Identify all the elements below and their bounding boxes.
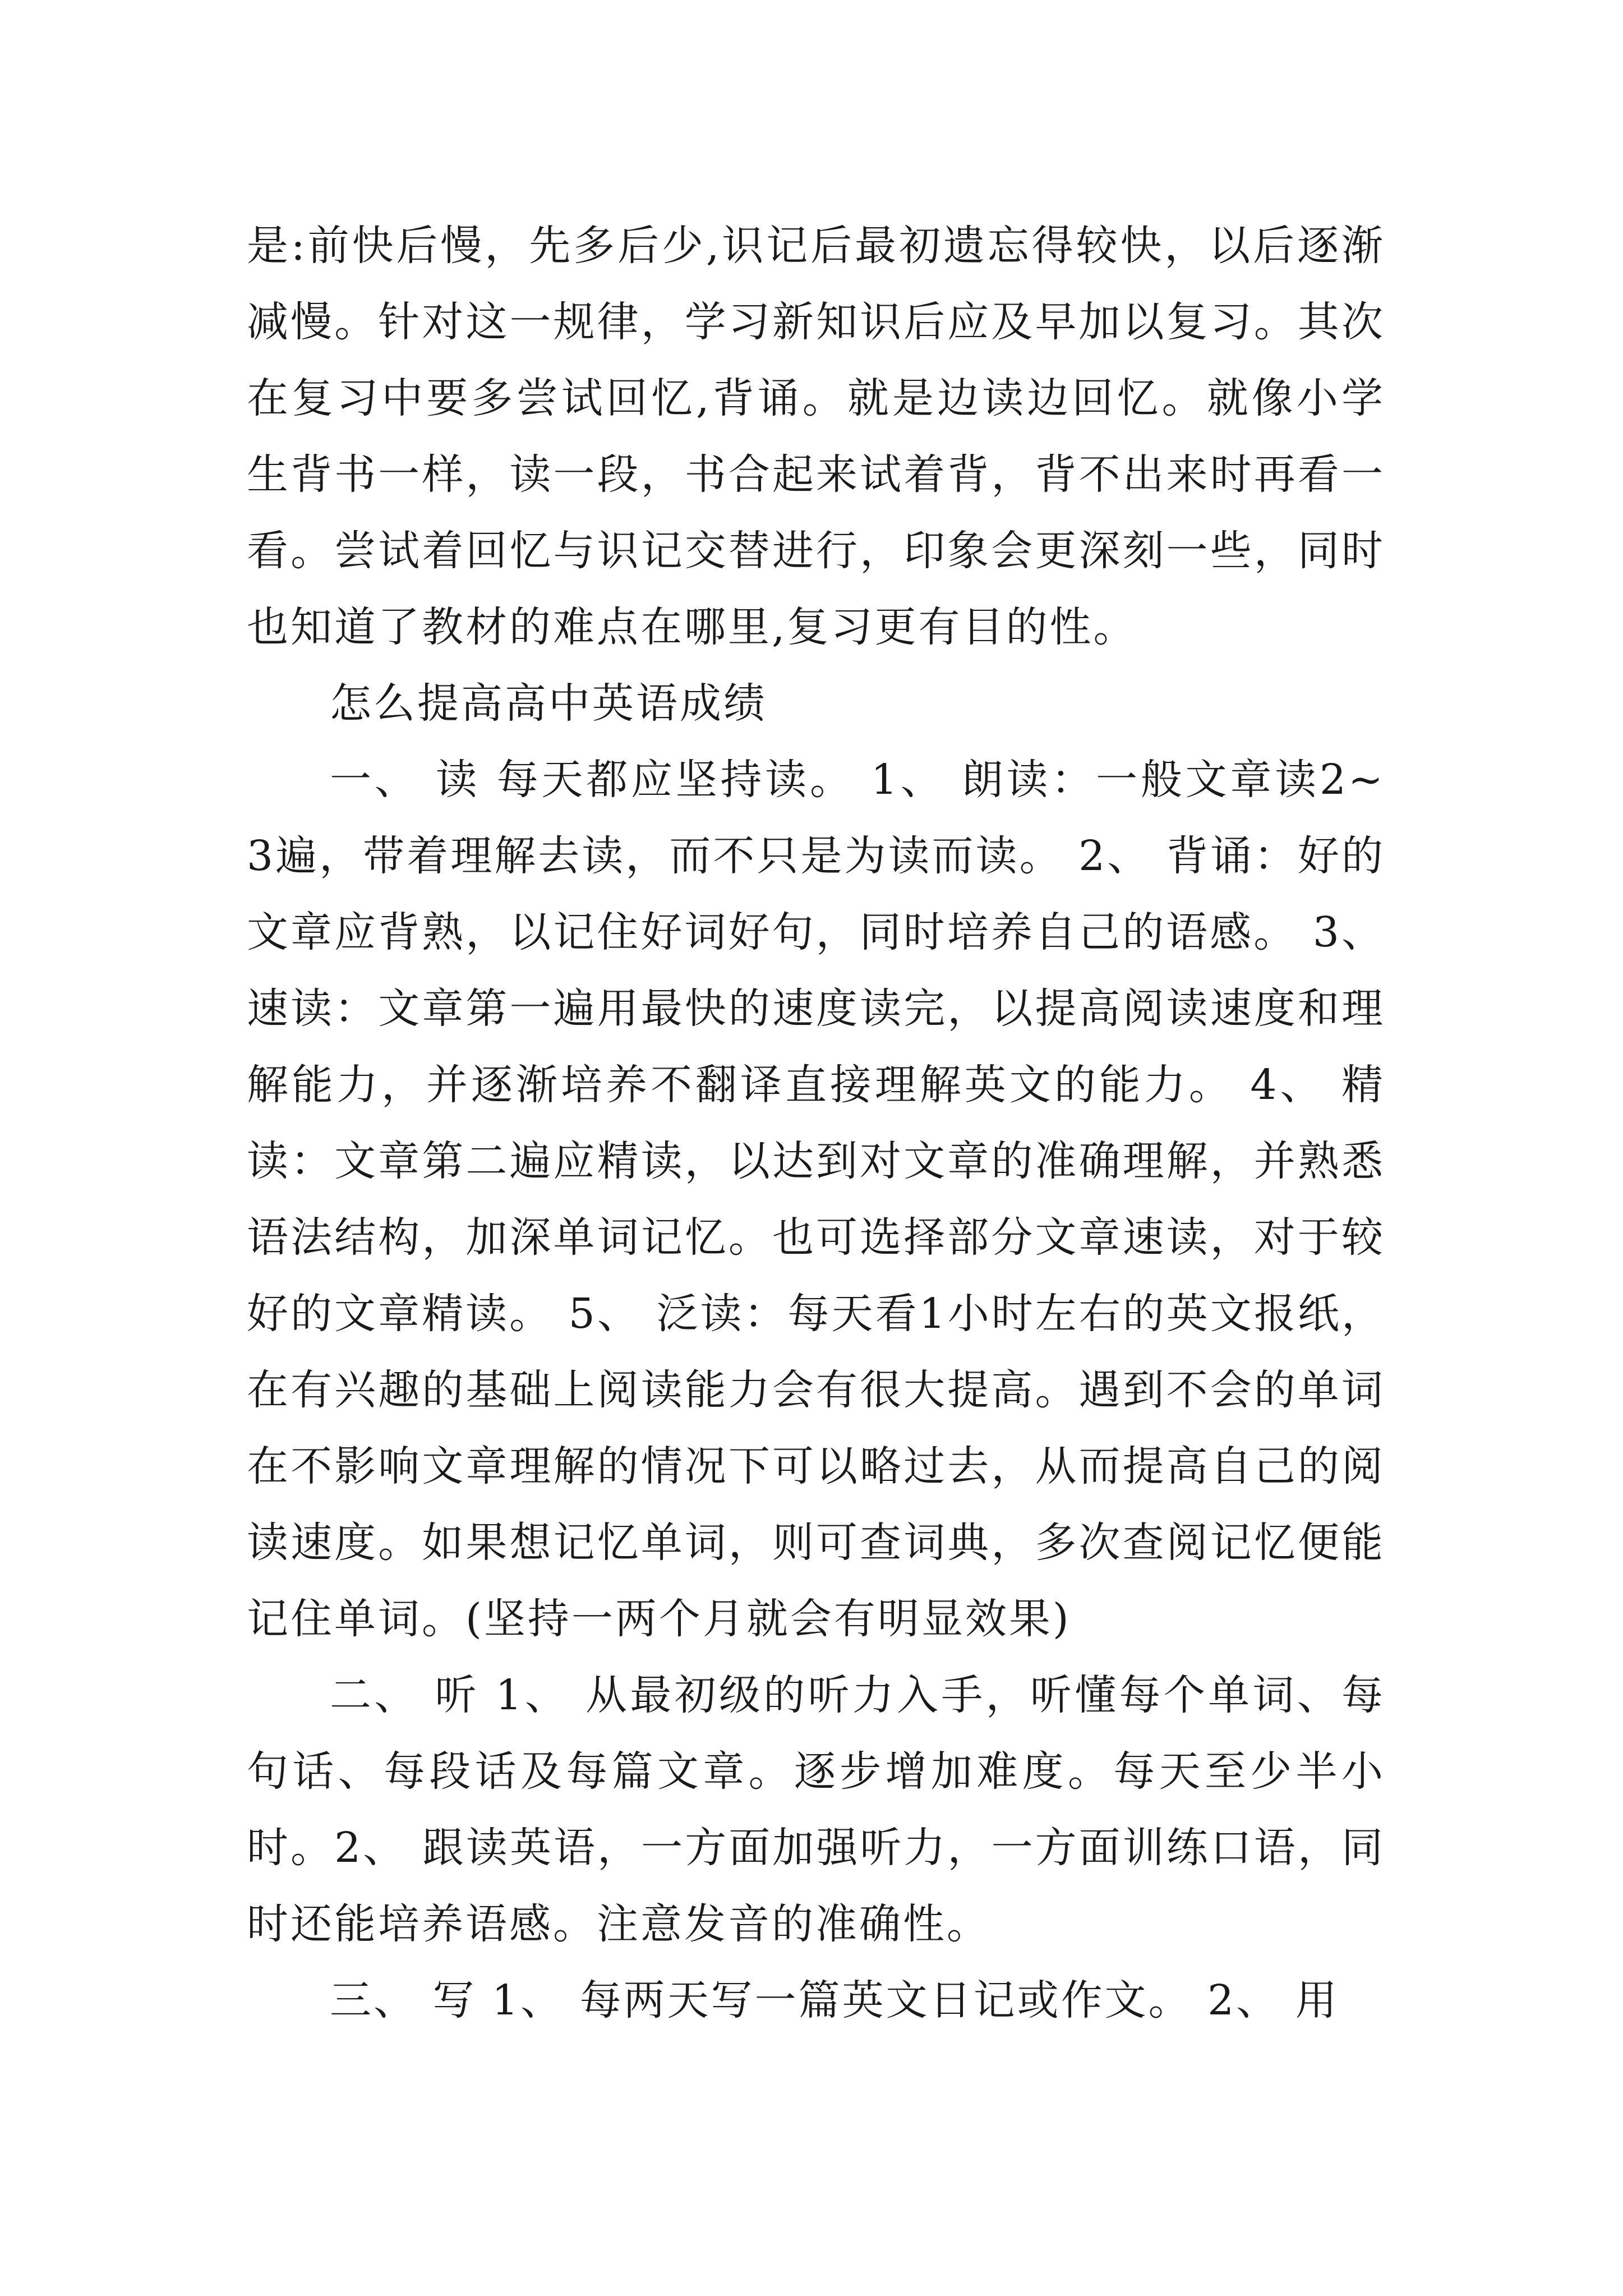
paragraph-listening: 二、 听 1、 从最初级的听力入手，听懂每个单词、每句话、每段话及每篇文章。逐步增加难度。每天至少半小时。2、 跟读英语，一方面加强听力，一方面训练口语，同时还能培养语感。注意发音的准确性。 [247, 1671, 1385, 1948]
paragraph-reading: 一、 读 每天都应坚持读。 1、 朗读：一般文章读2~3遍，带着理解去读，而不只是为读而读。 2、 背诵：好的文章应背熟，以记住好词好句，同时培养自己的语感。 3、速读：文章第一遍用最快的速度读完，以提高阅读速度和理解能力，并逐渐培养不翻译直接理解英文的能力。 4、 精读：文章第二遍应精读，以达到对文章的准确理解，并熟悉语法结构，加深单词记忆。也可选择部分文章速读，对于较好的文章精读。 5、 泛读：每天看1小时左右的英文报纸，在有兴趣的基础上阅读能力会有很大提高。遇到不会的单词在不影响文章理解的情况下可以略过去，从而提高自己的阅读速度。如果想记忆单词，则可查词典，多次查阅记忆便能记住单词。(坚持一两个月就会有明显效果) [247, 756, 1385, 1643]
section-heading: 怎么提高高中英语成绩 [330, 679, 767, 728]
paragraph-memory-review: 是:前快后慢，先多后少,识记后最初遗忘得较快，以后逐渐减慢。针对这一规律，学习新知识后应及早加以复习。其次在复习中要多尝试回忆,背诵。就是边读边回忆。就像小学生背书一样，读一段，书合起来试着背，背不出来时再看一看。尝试着回忆与识记交替进行，印象会更深刻一些，同时也知道了教材的难点在哪里,复习更有目的性。 [247, 222, 1385, 651]
document-body [247, 208, 1385, 2039]
paragraph-writing: 三、 写 1、 每两天写一篇英文日记或作文。 2、 用 [330, 1976, 1339, 2024]
